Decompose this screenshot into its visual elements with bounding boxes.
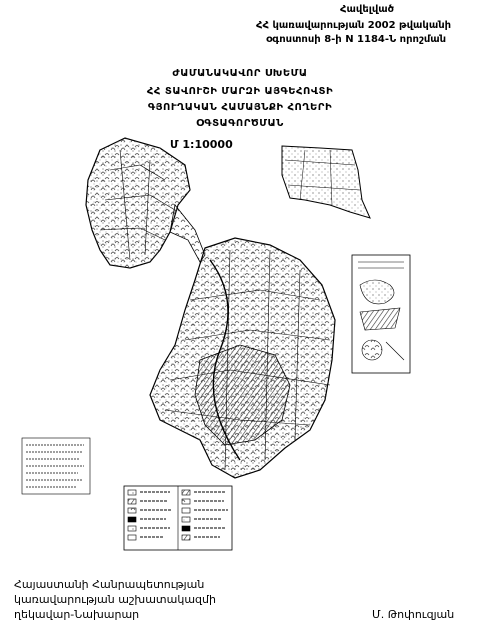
decree-reference-line2: օգոստոսի 8-ի N 1184-Ն որոշման <box>266 34 447 45</box>
connecting-corridor <box>170 205 205 262</box>
signature-line1: Հայաստանի Հանրապետության <box>14 578 205 591</box>
bottom-legend <box>124 486 232 550</box>
map-title-line2: ՀՀ ՏԱՎՈՒՇԻ ՄԱՐԶԻ ԱՅԳԵՀՈՎՏԻ <box>146 86 334 97</box>
signature-line3: ղեկավար-Նախարար <box>14 608 140 621</box>
left-legend <box>22 438 90 494</box>
annex-label: Հավելված <box>340 4 395 15</box>
map-scale: Մ 1:10000 <box>170 138 233 151</box>
main-territory <box>150 238 335 478</box>
north-west-parcel <box>86 138 190 268</box>
decree-reference-line1: ՀՀ կառավարության 2002 թվականի <box>256 20 452 31</box>
map-title-line1: ԺԱՄԱՆԱԿԱՎՈՐ ՍԽԵՄԱ <box>172 68 308 79</box>
inset-sketches <box>352 255 410 373</box>
signature-line2: կառավարության աշխատակազմի <box>14 593 216 606</box>
map-title-line4: ՕԳՏԱԳՈՐԾՄԱՆ <box>196 118 284 129</box>
signatory-name: Մ. Թոփուզյան <box>372 608 455 621</box>
north-east-parcel <box>282 146 370 218</box>
map-title-line3: ԳՅՈՒՂԱԿԱՆ ՀԱՄԱՅՆՔԻ ՀՈՂԵՐԻ <box>147 102 333 113</box>
